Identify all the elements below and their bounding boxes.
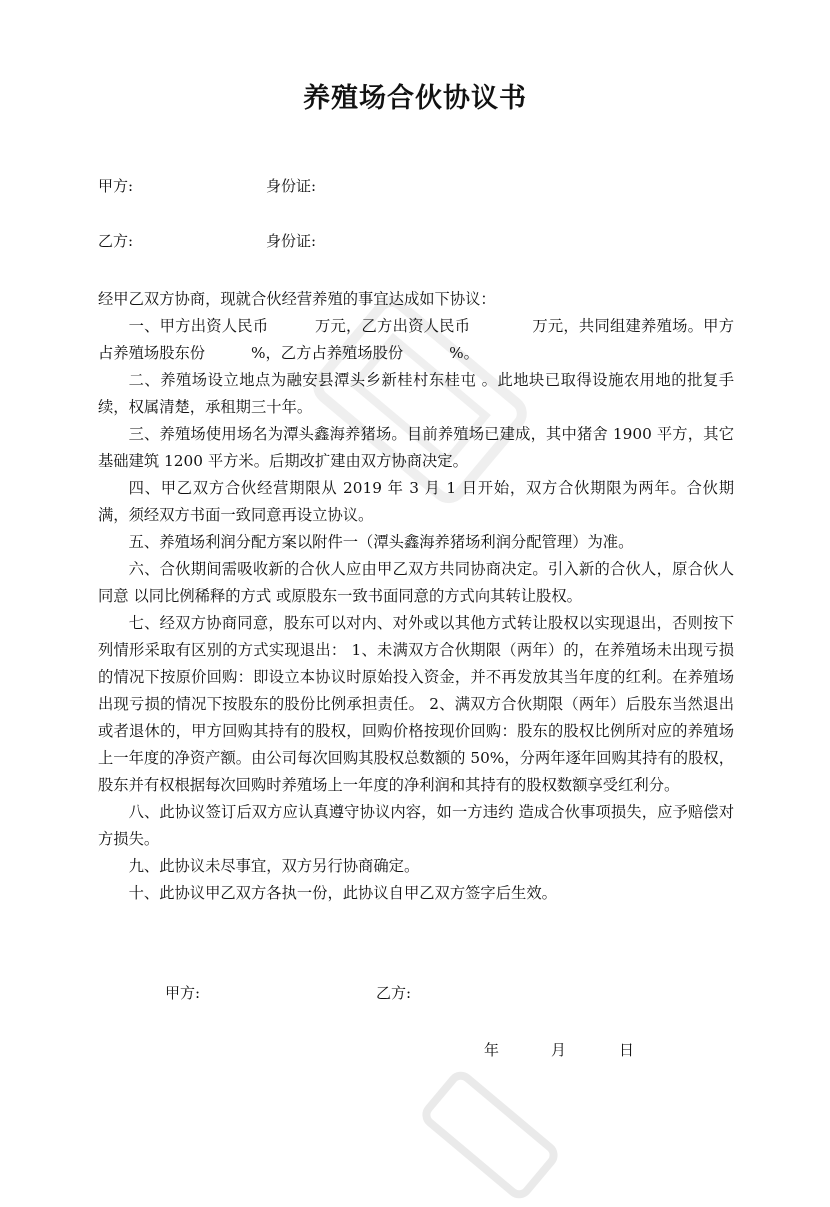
- party-b-label: 乙方:: [98, 232, 134, 250]
- clause-10: 十、此协议甲乙双方各执一份，此协议自甲乙双方签字后生效。: [128, 884, 557, 902]
- watermark-logo-icon: [414, 1063, 566, 1207]
- clause-9: 九、此协议未尽事宜，双方另行协商确定。: [128, 857, 420, 875]
- date-month: 月: [551, 1041, 567, 1059]
- clause-5: 五、养殖场利润分配方案以附件一（潭头鑫海养猪场利润分配管理）为准。: [128, 533, 634, 551]
- date-year: 年: [484, 1041, 500, 1059]
- signature-party-a: 甲方:: [165, 984, 201, 1002]
- party-a-label: 甲方:: [98, 177, 134, 195]
- clause-2: 二、养殖场设立地点为融安县潭头乡新桂村东桂屯 。此地块已取得设施农用地的批复手续，权属清楚，承租期三十年。: [98, 371, 734, 416]
- agreement-body: [98, 286, 734, 907]
- document-title: 养殖场合伙协议书: [303, 83, 527, 114]
- clause-6: 六、合伙期间需吸收新的合伙人应由甲乙双方共同协商决定。引入新的合伙人，原合伙人同意 以同比例稀释的方式 或原股东一致书面同意的方式向其转让股权。: [98, 560, 734, 605]
- party-a-line: [98, 176, 317, 196]
- clause-8: 八、此协议签订后双方应认真遵守协议内容，如一方违约 造成合伙事项损失，应予赔偿对方损失。: [98, 803, 734, 848]
- signature-party-b: 乙方:: [376, 984, 412, 1002]
- party-a-id-label: 身份证:: [266, 177, 317, 195]
- clause-3: 三、养殖场使用场名为潭头鑫海养猪场。目前养殖场已建成，其中猪舍 1900 平方，其它基础建筑 1200 平方米。后期改扩建由双方协商决定。: [98, 425, 734, 470]
- clause-7: 七、经双方协商同意，股东可以对内、对外或以其他方式转让股权以实现退出，否则按下列情形采取有区别的方式实现退出： 1、未满双方合伙期限（两年）的，在养殖场未出现亏损的情况下按原价回购：即设立本协议时原始投入资金，并不再发放其当年度的红利。在养殖场出现亏损的情况下按股东的股份比例承担责任。 2、满双方合伙期限（两年）后股东当然退出或者退休的，甲方回购其持有的股权，回购价格按现价回购：股东的股权比例所对应的养殖场上一年度的净资产额。由公司每次回购其股权总数额的 50%，分两年逐年回购其持有的股权，股东并有权根据每次回购时养殖场上一年度的净利润和其持有的股权数额享受红利分。: [98, 614, 734, 794]
- date-day: 日: [619, 1041, 635, 1059]
- intro-paragraph: 经甲乙双方协商，现就合伙经营养殖的事宜达成如下协议：: [98, 290, 496, 308]
- party-b-line: [98, 231, 317, 251]
- clause-1: 一、甲方出资人民币 万元，乙方出资人民币 万元，共同组建养殖场。甲方占养殖场股东份 %，乙方占养殖场股份 %。: [98, 317, 734, 362]
- party-b-id-label: 身份证:: [266, 232, 317, 250]
- clause-4: 四、甲乙双方合伙经营期限从 2019 年 3 月 1 日开始，双方合伙期限为两年。合伙期满，须经双方书面一致同意再设立协议。: [98, 479, 734, 524]
